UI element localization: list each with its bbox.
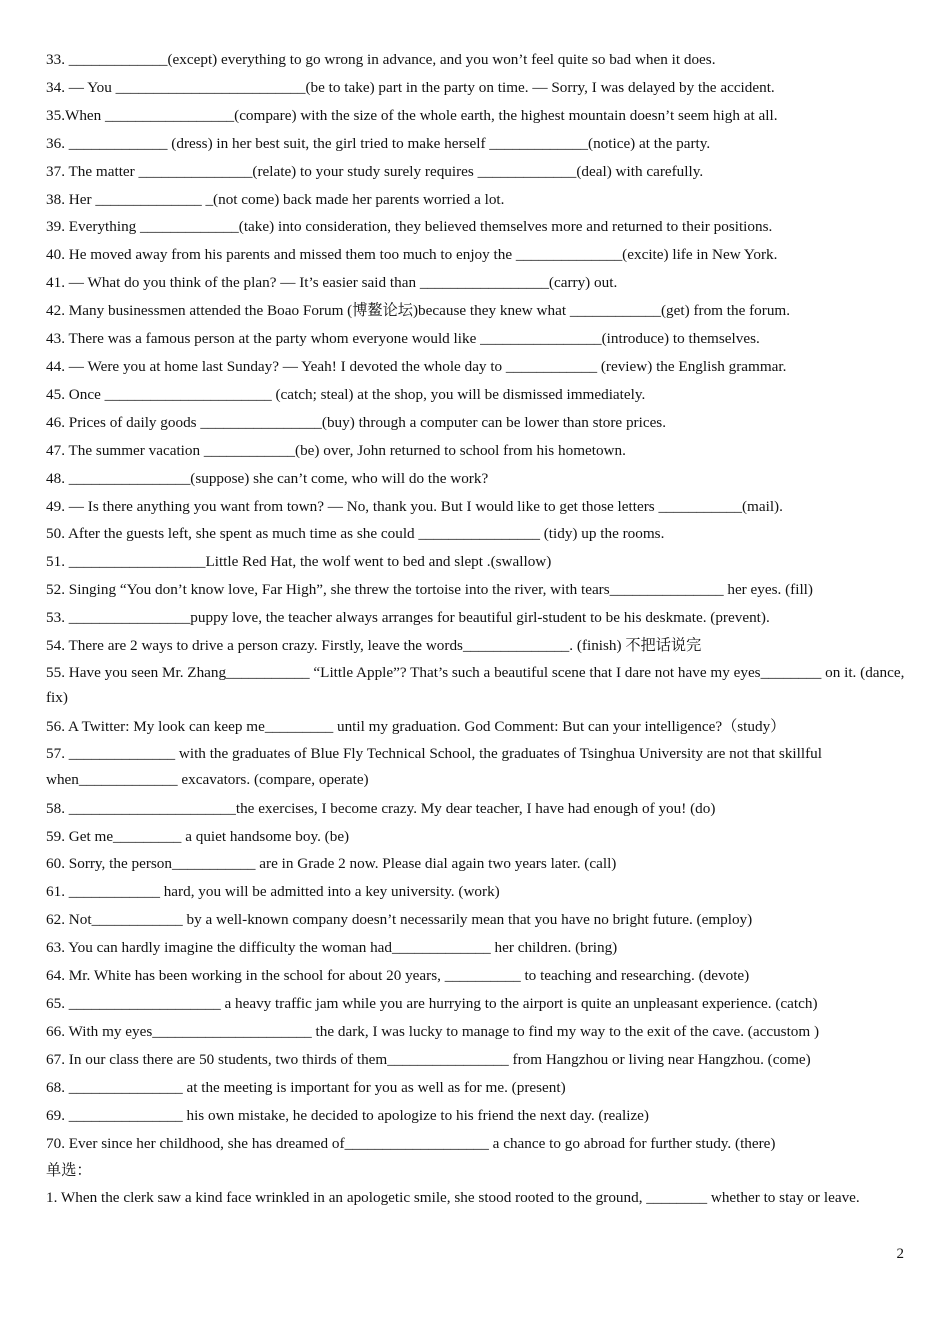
question-62: 62. Not____________ by a well-known company doesn’t necessarily mean that you have no bright future. (employ) xyxy=(46,911,753,929)
question-68: 68. _______________ at the meeting is important for you as well as for me. (present) xyxy=(46,1078,566,1096)
question-52: 52. Singing “You don’t know love, Far High”, she threw the tortoise into the river, with tears_______________ her eyes. (fill) xyxy=(46,581,813,599)
question-46: 46. Prices of daily goods ________________(buy) through a computer can be lower than store prices. xyxy=(46,413,667,431)
question-70: 70. Ever since her childhood, she has dreamed of___________________ a chance to go abroad for further study. (there) xyxy=(46,1134,776,1152)
question-45: 45. Once ______________________ (catch; steal) at the shop, you will be dismissed immediately. xyxy=(46,385,646,403)
question-51: 51. __________________Little Red Hat, the wolf went to bed and slept .(swallow) xyxy=(46,553,552,571)
question-40: 40. He moved away from his parents and missed them too much to enjoy the ______________(excite) life in New York. xyxy=(46,246,778,264)
question-55: 55. Have you seen Mr. Zhang___________ “Little Apple”? That’s such a beautiful scene that I dare not have my eyes________ on it. (dance, fix) xyxy=(46,663,905,707)
question-66: 66. With my eyes_____________________ the dark, I was lucky to manage to find my way to the exit of the cave. (accustom ) xyxy=(46,1022,820,1040)
question-41: 41. — What do you think of the plan? — It’s easier said than _________________(carry) out. xyxy=(46,274,618,292)
question-54: 54. There are 2 ways to drive a person crazy. Firstly, leave the words______________. (finish) 不把话说完 xyxy=(46,637,702,655)
question-58: 58. ______________________the exercises, I become crazy. My dear teacher, I have had enough of you! (do) xyxy=(46,799,716,817)
question-43: 43. There was a famous person at the party whom everyone would like ________________(introduce) to themselves. xyxy=(46,330,760,348)
question-60: 60. Sorry, the person___________ are in Grade 2 now. Please dial again two years later. (call) xyxy=(46,855,617,873)
question-35: 35.When _________________(compare) with the size of the whole earth, the highest mountain doesn’t seem high at all. xyxy=(46,106,778,124)
question-53: 53. ________________puppy love, the teacher always arranges for beautiful girl-student to be his deskmate. (prevent). xyxy=(46,609,770,627)
page-number: 2 xyxy=(896,1246,904,1262)
question-38: 38. Her ______________ _(not come) back made her parents worried a lot. xyxy=(46,190,505,208)
question-47: 47. The summer vacation ____________(be) over, John returned to school from his hometown. xyxy=(46,441,626,459)
question-36: 36. _____________ (dress) in her best suit, the girl tried to make herself _____________(notice) at the party. xyxy=(46,134,711,152)
question-34: 34. — You _________________________(be to take) part in the party on time. — Sorry, I was delayed by the accident. xyxy=(46,78,775,96)
question-69: 69. _______________ his own mistake, he decided to apologize to his friend the next day. (realize) xyxy=(46,1106,649,1124)
question-64: 64. Mr. White has been working in the school for about 20 years, __________ to teaching and researching. (devote) xyxy=(46,967,750,985)
multiple-choice-heading: 单选： xyxy=(46,1162,92,1180)
question-65: 65. ____________________ a heavy traffic jam while you are hurrying to the airport is quite an unpleasant experience. (catch) xyxy=(46,994,818,1012)
question-57: 57. ______________ with the graduates of Blue Fly Technical School, the graduates of Tsinghua University are not that skillful when_____________ excavators. (compare, operate) xyxy=(46,745,822,788)
question-33: 33. _____________(except) everything to go wrong in advance, and you won’t feel quite so bad when it does. xyxy=(46,51,716,68)
question-44: 44. — Were you at home last Sunday? — Yeah! I devoted the whole day to ____________ (review) the English grammar. xyxy=(46,357,787,375)
question-39: 39. Everything _____________(take) into consideration, they believed themselves more and returned to their positions. xyxy=(46,218,773,236)
question-63: 63. You can hardly imagine the difficulty the woman had_____________ her children. (bring) xyxy=(46,939,618,957)
worksheet-page xyxy=(46,46,908,1213)
question-67: 67. In our class there are 50 students, two thirds of them________________ from Hangzhou or living near Hangzhou. (come) xyxy=(46,1050,811,1068)
question-42: 42. Many businessmen attended the Boao Forum (博鳌论坛)because they knew what ____________(get) from the forum. xyxy=(46,302,791,320)
question-56: 56. A Twitter: My look can keep me_________ until my graduation. God Comment: But can your intelligence?（study） xyxy=(46,718,786,736)
choice-question-1: 1. When the clerk saw a kind face wrinkled in an apologetic smile, she stood rooted to the ground, ________ whether to stay or leave. xyxy=(46,1189,860,1207)
question-49: 49. — Is there anything you want from town? — No, thank you. But I would like to get those letters ___________(mail). xyxy=(46,497,783,515)
question-59: 59. Get me_________ a quiet handsome boy. (be) xyxy=(46,827,350,845)
question-50: 50. After the guests left, she spent as much time as she could ________________ (tidy) up the rooms. xyxy=(46,525,665,543)
question-37: 37. The matter _______________(relate) to your study surely requires _____________(deal) with carefully. xyxy=(46,162,704,180)
question-61: 61. ____________ hard, you will be admitted into a key university. (work) xyxy=(46,883,500,901)
question-48: 48. ________________(suppose) she can’t come, who will do the work? xyxy=(46,469,489,487)
